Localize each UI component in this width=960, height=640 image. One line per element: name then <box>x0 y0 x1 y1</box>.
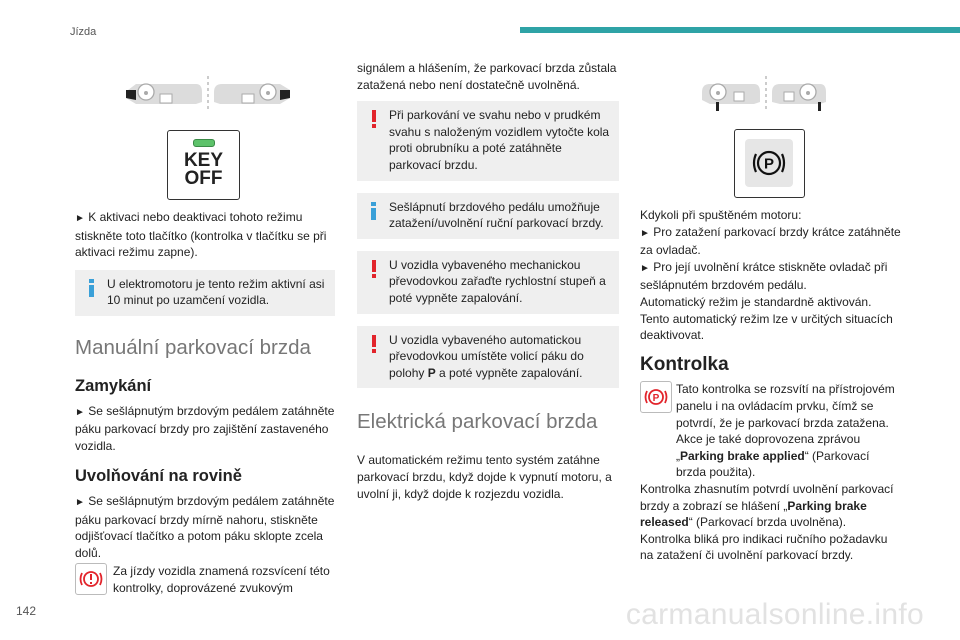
arrow-icon: ► <box>75 496 85 508</box>
svg-text:P: P <box>763 155 775 173</box>
header-accent-bar <box>520 27 960 33</box>
steering-wheels-diagram-right <box>698 74 830 114</box>
steering-wheel-left-icon <box>126 84 202 104</box>
parking-brake-indicator-icon <box>640 381 672 413</box>
steering-wheel-right-icon <box>772 84 826 111</box>
right-column <box>640 207 902 564</box>
indicator-row: P Tato kontrolka se rozsvítí na přístrojovém panelu i na ovládacím prvku, čímž se potvrdí, že je parkovací brzda zatažena. Akce je také doprovozena zprávou „Parking brake applied“ (Parkovací brzda použita). <box>640 381 902 481</box>
arrow-icon: ► <box>640 262 650 274</box>
svg-text:P: P <box>652 393 660 405</box>
intro-text: Kdykoli při spuštěném motoru: <box>640 208 802 222</box>
page-number: 142 <box>16 604 37 618</box>
info-note-pedal: Sešlápnutí brzdového pedálu umožňuje zatažení/uvolnění ruční parkovací brzdy. <box>357 193 619 239</box>
indicator-blink-text: Kontrolka bliká pro indikaci ručního požadavku na zatažení či uvolnění parkovací brzdy. <box>640 531 888 563</box>
auto-mode-default: Automatický režim je standardně aktivován. <box>640 294 872 309</box>
manual-brake-title: Manuální parkovací brzda <box>75 335 311 359</box>
key-off-led-icon <box>193 139 215 147</box>
parking-brake-button <box>734 129 805 198</box>
electric-brake-title: Elektrická parkovací brzda <box>357 410 598 434</box>
indicator-release-text: Kontrolka zhasnutím potvrdí uvolnění parkovací brzdy a zobrazí se hlášení „Parking brake released“ (Parkovací brzda uvolněna). <box>640 481 894 530</box>
left-column <box>75 209 335 597</box>
key-instruction: ► K aktivaci nebo deaktivaci tohoto režimu stiskněte toto tlačítko (kontrolka v tlačítku se při aktivaci režimu zapne). <box>75 210 327 260</box>
warning-icon <box>366 259 382 279</box>
info-icon <box>84 278 100 298</box>
arrow-icon: ► <box>75 213 85 224</box>
electric-text: V automatickém režimu tento systém zatáhne parkovací brzdu, když dojde k vypnutí motoru, a uvolní ji, když dojde k rozjezdu vozidla. <box>357 453 612 501</box>
indicator-title: Kontrolka <box>640 353 729 375</box>
warning-icon <box>366 334 382 354</box>
lock-text: ► Se sešlápnutým brzdovým pedálem zatáhněte páku parkovací brzdy pro zajištění zastaveného vozidla. <box>75 403 335 453</box>
continued-text: signálem a hlášením, že parkovací brzda zůstala zatažená nebo není dostatečně uvolněná. <box>357 61 617 92</box>
release-text: ► Se sešlápnutým brzdovým pedálem zatáhněte páku parkovací brzdy mírně nahoru, stiskněte odjišťovací tlačítko a potom páku sklopte zcela dolů. <box>75 493 335 560</box>
warning-note-automatic: U vozidla vybaveného automatickou převodovkou umístěte volicí páku do polohy P a poté vypněte zapalování. <box>357 326 619 389</box>
middle-column <box>357 60 619 502</box>
brake-warning-row: Za jízdy vozidla znamená rozsvícení této kontrolky, doprovázené zvukovým <box>75 563 335 596</box>
lock-title: Zamykání <box>75 376 152 395</box>
arrow-icon: ► <box>640 227 650 239</box>
key-off-label-line1: KEY <box>183 150 224 171</box>
steering-wheel-right-icon <box>214 84 290 104</box>
steering-wheels-diagram <box>122 74 294 114</box>
auto-mode-deactivate: Tento automatický režim lze v určitých situacích deaktivovat. <box>640 311 893 343</box>
info-icon <box>366 201 382 221</box>
warning-note-slope: Při parkování ve svahu nebo v prudkém svahu s naloženým vozidlem vytočte kola proti obrubníku a poté zatáhněte parkovací brzdu. <box>357 101 619 180</box>
step-release: ► Pro její uvolnění krátce stiskněte ovladač při sešlápnutém brzdovém pedálu. <box>640 259 888 293</box>
warning-note-manual: U vozidla vybaveného mechanickou převodovkou zařaďte rychlostní stupeň a poté vypněte zapalování. <box>357 251 619 314</box>
watermark: carmanualsonline.info <box>625 598 924 631</box>
step-apply: ► Pro zatažení parkovací brzdy krátce zatáhněte za ovladač. <box>640 224 901 258</box>
info-note: U elektromotoru je tento režim aktivní asi 10 minut po uzamčení vozidla. <box>75 270 335 316</box>
key-off-label-line2: OFF <box>184 168 223 189</box>
brake-warning-icon <box>75 563 107 595</box>
key-off-button <box>167 130 240 200</box>
arrow-icon: ► <box>75 406 85 418</box>
section-header: Jízda <box>70 26 97 38</box>
warning-icon <box>366 109 382 129</box>
parking-brake-p-icon <box>745 139 793 187</box>
release-title: Uvolňování na rovině <box>75 467 242 486</box>
steering-wheel-left-icon <box>702 84 760 111</box>
